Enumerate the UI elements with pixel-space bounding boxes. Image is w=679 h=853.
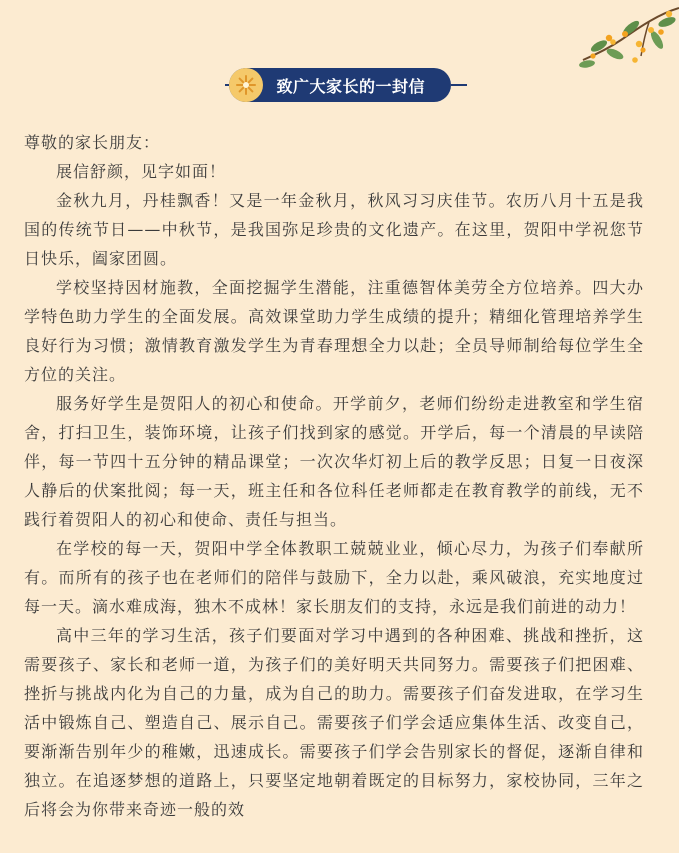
letter-paragraph: 金秋九月，丹桂飘香！又是一年金秋月，秋风习习庆佳节。农历八月十五是我国的传统节日——中秋节，是我国弥足珍贵的文化遗产。在这里，贺阳中学祝您节日快乐，阖家团圆。 <box>24 191 644 268</box>
title-banner <box>0 68 679 104</box>
page-title: 致广大家长的一封信 <box>276 76 426 96</box>
letter-paragraph: 服务好学生是贺阳人的初心和使命。开学前夕，老师们纷纷走进教室和学生宿舍，打扫卫生，装饰环境，让孩子们找到家的感觉。开学后，每一个清晨的早读陪伴，每一节四十五分钟的精品课堂；一次次华灯初上后的教学反思；日复一日夜深人静后的伏案批阅；每一天，班主任和各位科任老师都走在教育教学的前线，无不践行着贺阳人的初心和使命、责任与担当。 <box>24 394 644 529</box>
title-pill <box>229 68 451 102</box>
letter-paragraph: 学校坚持因材施教，全面挖掘学生潜能，注重德智体美劳全方位培养。四大办学特色助力学生的全面发展。高效课堂助力学生成绩的提升；精细化管理培养学生良好行为习惯；激情教育激发学生为青春理想全力以赴；全员导师制给每位学生全方位的关注。 <box>24 278 644 384</box>
decorative-star-badge-icon <box>229 68 263 102</box>
letter-paragraph: 在学校的每一天，贺阳中学全体教职工兢兢业业，倾心尽力，为孩子们奉献所有。而所有的孩子也在老师们的陪伴与鼓励下，全力以赴，乘风破浪，充实地度过每一天。滴水难成海，独木不成林！家长朋友们的支持，永远是我们前进的动力！ <box>24 539 644 616</box>
letter-paragraph: 展信舒颜，见字如面！ <box>56 162 227 181</box>
letter-salutation: 尊敬的家长朋友： <box>24 133 161 152</box>
letter-body <box>24 128 644 824</box>
letter-paragraph: 高中三年的学习生活，孩子们要面对学习中遇到的各种困难、挑战和挫折，这需要孩子、家长和老师一道，为孩子们的美好明天共同努力。需要孩子们把困难、挫折与挑战内化为自己的力量，成为自己的助力。需要孩子们奋发进取，在学习生活中锻炼自己、塑造自己、展示自己。需要孩子们学会适应集体生活、改变自己，要渐渐告别年少的稚嫩，迅速成长。需要孩子们学会告别家长的督促，逐渐自律和独立。在追逐梦想的道路上，只要坚定地朝着既定的目标努力，家校协同，三年之后将会为你带来奇迹一般的效 <box>24 626 644 819</box>
